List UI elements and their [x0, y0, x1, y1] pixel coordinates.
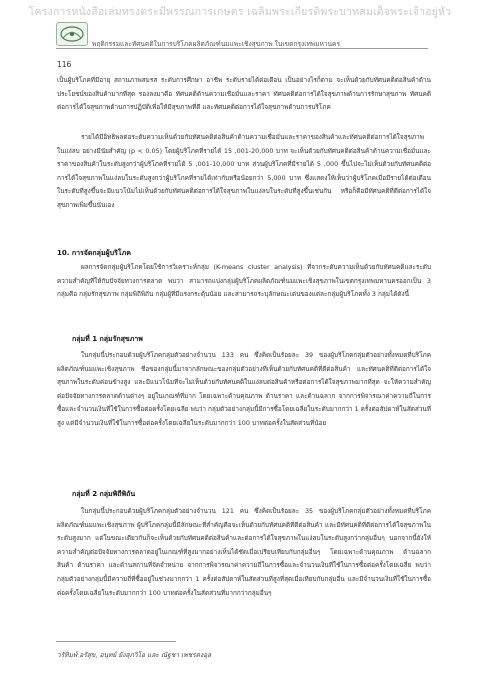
paragraph-group-1: ในกลุ่มนี้ประกอบด้วยผู้บริโภคกลุ่มตัวอย่างจำนวน 133 คน ซึ่งคิดเป็นร้อยละ 39 ของผู้บริโภคกลุ่มตัวอย่างทั้งหมดที่บริโภคผลิตภัณฑ์นมแพะเชิงสุขภาพ ชื่อของกลุ่มนี้มาจากลักษณะของกลุ่มตัวอย่างที่เห็นด้วยกับทัศนคติที่ดีต่อสินค้า และทัศนคติที่ดีต่อการได้ใจสุขภาพในระดับค่อนข้างสูง และมีแนวโน้มที่จะไม่เห็นด้วยกับทัศนคติในแง่ลบต่อสินค้าหรือต่อการได้ใจสุขภาพมากที่สุด จะให้ความสำคัญต่อปัจจัยทางการตลาดด้านต่างๆ อยู่ในเกณฑ์ที่มาก โดยเฉพาะด้านคุณภาพ ด้านราคา และด้านฉลาก จากการพิจารณาค่าความถี่ในการซื้อและจำนวนเงินที่ใช้ในการซื้อต่อครั้งโดยเฉลี่ย พบว่า กลุ่มตัวอย่างกลุ่มนี้มีการซื้อโดยเฉลี่ยในระดับมากกว่า 1 ครั้งต่อสัปดาห์ในสัดส่วนที่สูง แต่มีจำนวนเงินที่ใช้ในการซื้อต่อครั้งโดยเฉลี่ยในระดับมากกว่า 100 บาทต่อครั้งในสัดส่วนที่น้อย — [57, 351, 431, 427]
section-heading-consumer-grouping: 10. การจัดกลุ่มผู้บริโภค — [57, 249, 131, 257]
paragraph-intro: เป็นผู้บริโภคที่มีอายุ สถานภาพสมรส ระดับการศึกษา อาชีพ ระดับรายได้ต่อเดือน เป็นอย่างไรก็ตาม จะเห็นด้วยกับทัศนคติต่อสินค้าด้านประโยชน์ของสินค้ามากที่สุด รองลงมาคือ ทัศนคติด้านความเชื่อมั่นและราคา ทัศนคติต่อการได้ใจสุขภาพด้านการรักษาสุขภาพ ทัศนคติต่อการได้ใจสุขภาพด้านการปฏิบัติเพื่อให้มีสุขภาพที่ดี และทัศนคติต่อการได้ใจสุขภาพด้านการบริโภค — [57, 76, 431, 112]
journal-logo-icon — [56, 22, 88, 46]
paragraph-group-2: ในกลุ่มนี้ประกอบด้วยผู้บริโภคกลุ่มตัวอย่างจำนวน 121 คน ซึ่งคิดเป็นร้อยละ 35 ของผู้บริโภคกลุ่มตัวอย่างทั้งหมดที่บริโภคผลิตภัณฑ์นมแพะเชิงสุขภาพ ผู้บริโภคกลุ่มนี้มีลักษณะที่สำคัญคือจะเห็นด้วยกับทัศนคติที่ดีต่อสินค้า และมีทัศนคติที่ดีต่อการได้ใจสุขภาพในระดับสูงมาก แต่ในขณะเดียวกันก็จะเห็นด้วยกับทัศนคติต่อสินค้าและต่อการได้ใจสุขภาพในแง่ลบในระดับสูงกว่ากลุ่มอื่นๆ นอกจากนี้ยังให้ความสำคัญต่อปัจจัยทางการตลาดอยู่ในเกณฑ์ที่สูงมากอย่างเห็นได้ชัดเมื่อเปรียบเทียบกับกลุ่มอื่นๆ โดยเฉพาะด้านคุณภาพ ด้านฉลากสินค้า ด้านราคา และด้านสถานที่จัดจำหน่าย จากการพิจารณาค่าความถี่ในการซื้อและจำนวนเงินที่ใช้ในการซื้อต่อครั้งโดยเฉลี่ย พบว่า กลุ่มตัวอย่างกลุ่มนี้มีความถี่ที่ซื้ออยู่ในช่วงมากกว่า 1 ครั้งต่อสัปดาห์ในสัดส่วนที่สูงที่สุดเมื่อเทียบกับกลุ่มอื่น และมีจำนวนเงินที่ใช้ในการซื้อต่อครั้งโดยเฉลี่ยในระดับมากกว่า 100 บาทต่อครั้งในสัดส่วนที่มากกว่ากลุ่มอื่นๆ — [57, 507, 431, 597]
footer-divider — [56, 641, 176, 642]
page-number: 116 — [57, 60, 72, 69]
subheading-group-1: กลุ่มที่ 1 กลุ่มรักสุขภาพ — [72, 335, 143, 343]
header-divider — [56, 48, 428, 49]
subheading-group-2: กลุ่มที่ 2 กลุ่มพิถีพิถัน — [72, 490, 136, 498]
journal-header-title: พฤติกรรมและทัศนคติในการบริโภคผลิตภัณฑ์นมแพะเชิงสุขภาพ ในเขตกรุงเทพมหานคร — [92, 40, 341, 48]
footer-authors: วรัทิมพ์ อรัสุข, อนุทย์ ยังสุภวิโอ และ ณัฐชา เพชรดงอุล — [57, 651, 212, 659]
watermark: โครงการหนังสือเล่มทรงตระมีพรรณการเกษตร เฉลิมพระเกียรติพระบาทสมเด็จพระเจ้าอยู่หัว — [28, 6, 452, 18]
paragraph-cluster-analysis: ผลการจัดกลุ่มผู้บริโภคโดยใช้การวิเคราะห์กลุ่ม (K-means cluster analysis) ที่จากระดับความเห็นด้วยกับทัศนคติและระดับความสำคัญที่ให้กับปัจจัยทางการตลาด พบว่า สามารถแบ่งกลุ่มผู้บริโภคผลิตภัณฑ์นมแพะเชิงสุขภาพในเขตกรุงเทพมหานครออกเป็น 3 กลุ่มคือ กลุ่มรักสุขภาพ กลุ่มพิถีพิถัน กลุ่มผู้ที่มีแรงกระตุ้นน้อย และสามารถระบุลักษณะเด่นของแต่ละกลุ่มผู้บริโภคทั้ง 3 กลุ่มได้ดังนี้ — [57, 263, 431, 299]
paragraph-income-effect: รายได้มีอิทธิพลต่อระดับความเห็นด้วยกับทัศนคติต่อสินค้าด้านความเชื่อมั่นและราคาของสินค้าและทัศนคติต่อการได้ใจสุขภาพในแง่ลบ อย่างมีนัยสำคัญ (p < 0.05) โดยผู้บริโภคที่รายได้ 15 ,001-20,000 บาท จะเห็นด้วยกับทัศนคติต่อสินค้าด้านความเชื่อมั่นและราคาของสินค้าในระดับสูงกว่าผู้บริโภคที่รายได้ 5 ,001-10,000 บาท ส่วนผู้บริโภคที่มีรายได้ 5 ,000 ขึ้นไปจะไม่เห็นด้วยกับทัศนคติต่อการได้ใจสุขภาพในแง่ลบในระดับสูงกว่าผู้บริโภคที่รายได้เท่ากับหรือน้อยกว่า 5,000 บาท ซึ่งแสดงให้เห็นว่าผู้บริโภคเมื่อมีรายได้ต่อเดือนในระดับที่สูงขึ้นจะมีแนวโน้มไม่เห็นด้วยกับทัศนคติต่อการได้ใจสุขภาพในแง่ลบในระดับที่สูงขึ้นเช่นกัน หรือก็คือมีทัศนคติที่ดีต่อการได้ใจสุขภาพเพิ่มขึ้นนั่นเอง — [57, 133, 431, 209]
